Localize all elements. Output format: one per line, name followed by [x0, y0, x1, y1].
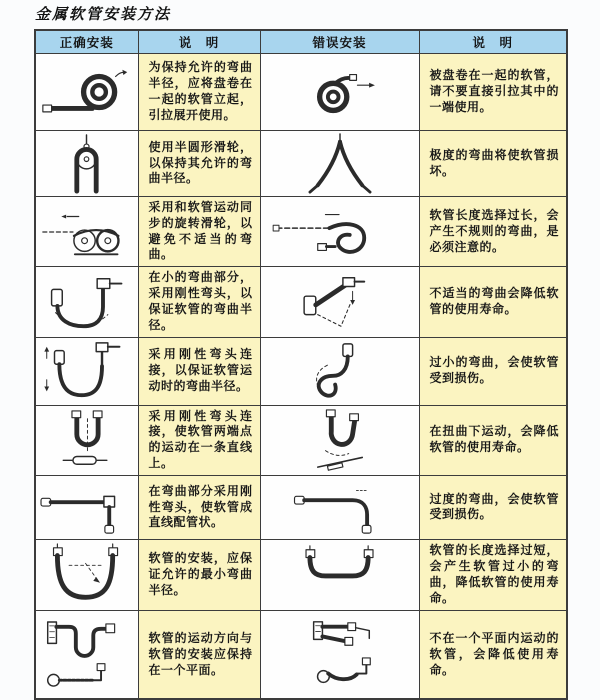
- straight-run-with-rigid-elbow-icon: [38, 477, 135, 537]
- correct-desc-cell: 在弯曲部分采用刚性弯头，使软管成直线配管状。: [138, 475, 260, 539]
- correct-image-cell: [35, 405, 138, 475]
- correct-desc-cell: 软管的安装，应保证允许的最小弯曲半径。: [138, 539, 260, 610]
- table-row: [35, 475, 567, 539]
- header-wrong-install: 错误安装: [260, 30, 419, 54]
- hose-on-synchronized-rollers-icon: [38, 201, 135, 263]
- wrong-desc-cell: 在扭曲下运动，会降低软管的使用寿命。: [419, 405, 567, 475]
- wrong-desc-cell: 软管的长度选择过短，会产生软管过小的弯曲，降低软管的使用寿命。: [419, 539, 567, 610]
- table-row: [35, 539, 567, 610]
- upright-coil-hose-unrolled-icon: [38, 60, 135, 124]
- wrong-image-cell: [260, 475, 419, 539]
- table-row: [35, 337, 567, 405]
- hose-over-half-round-pulley-icon: [38, 133, 135, 195]
- wrong-desc-cell: 过小的弯曲，会使软管受到损伤。: [419, 337, 567, 405]
- wrong-desc-cell: 不在一个平面内运动的软管，会降低使用寿命。: [419, 610, 567, 699]
- hose-too-short-flat-u-icon: [265, 542, 415, 608]
- header-wrong-note: 说 明: [419, 30, 567, 54]
- hose-extreme-sharp-bend-icon: [265, 133, 415, 195]
- hose-too-long-irregular-loop-icon: [265, 201, 415, 263]
- motion-out-of-plane-icon: [265, 614, 415, 696]
- header-row: [35, 30, 567, 54]
- wrong-image-cell: [260, 267, 419, 337]
- table-row: [35, 610, 567, 699]
- wrong-image-cell: [260, 54, 419, 131]
- overbent-hose-corner-icon: [265, 477, 415, 537]
- correct-desc-cell: 采用和软管运动同步的旋转滑轮，以避免不适当的弯曲。: [138, 197, 260, 267]
- correct-desc-cell: 采用刚性弯头连接，使软管两端点的运动在一条直线上。: [138, 405, 260, 475]
- coil-hose-pulled-by-end-icon: [265, 60, 415, 124]
- rigid-elbow-small-bend-section-icon: [38, 270, 135, 334]
- wrong-image-cell: [260, 539, 419, 610]
- hose-too-small-bend-curl-icon: [265, 339, 415, 403]
- table-row: [35, 197, 567, 267]
- wrong-image-cell: [260, 131, 419, 197]
- wrong-desc-cell: 被盘卷在一起的软管，请不要直接引拉其中的一端使用。: [419, 54, 567, 131]
- correct-desc-cell: 软管的运动方向与软管的安装应保持在一个平面。: [138, 610, 260, 699]
- wrong-desc-cell: 软管长度选择过长，会产生不规则的弯曲，是必须注意的。: [419, 197, 567, 267]
- u-loop-ends-aligned-straight-line-icon: [38, 409, 135, 471]
- page-title: 金属软管安装方法: [35, 5, 172, 23]
- wrong-image-cell: [260, 610, 419, 699]
- correct-image-cell: [35, 197, 138, 267]
- table-row: [35, 54, 567, 131]
- wrong-image-cell: [260, 197, 419, 267]
- wrong-desc-cell: 不适当的弯曲会降低软管的使用寿命。: [419, 267, 567, 337]
- wrong-desc-cell: 极度的弯曲将使软管损坏。: [419, 131, 567, 197]
- improper-sharp-bend-at-fitting-icon: [265, 270, 415, 334]
- wrong-image-cell: [260, 337, 419, 405]
- correct-image-cell: [35, 267, 138, 337]
- correct-desc-cell: 为保持允许的弯曲半径，应将盘卷在一起的软管立起，引拉展开使用。: [138, 54, 260, 131]
- correct-image-cell: [35, 131, 138, 197]
- correct-image-cell: [35, 539, 138, 610]
- installation-guide-table: [34, 29, 568, 700]
- correct-desc-cell: 在小的弯曲部分，采用刚性弯头，以保证软管的弯曲半径。: [138, 267, 260, 337]
- correct-image-cell: [35, 54, 138, 131]
- u-loop-moving-under-twist-icon: [265, 409, 415, 471]
- wrong-desc-cell: 过度的弯曲，会使软管受到损伤。: [419, 475, 567, 539]
- header-correct-install: 正确安装: [35, 30, 138, 54]
- correct-desc-cell: 采用刚性弯头连接，以保证软管运动时的弯曲半径。: [138, 337, 260, 405]
- table-row: [35, 405, 567, 475]
- motion-and-hose-in-one-plane-icon: [38, 614, 135, 696]
- wrong-image-cell: [260, 405, 419, 475]
- deep-u-minimum-bend-radius-icon: [38, 542, 135, 608]
- correct-image-cell: [35, 475, 138, 539]
- correct-image-cell: [35, 610, 138, 699]
- rigid-elbow-connected-u-loop-icon: [38, 339, 135, 403]
- header-correct-note: 说 明: [138, 30, 260, 54]
- table-row: [35, 131, 567, 197]
- table-row: [35, 267, 567, 337]
- correct-image-cell: [35, 337, 138, 405]
- correct-desc-cell: 使用半圆形滑轮，以保持其允许的弯曲半径。: [138, 131, 260, 197]
